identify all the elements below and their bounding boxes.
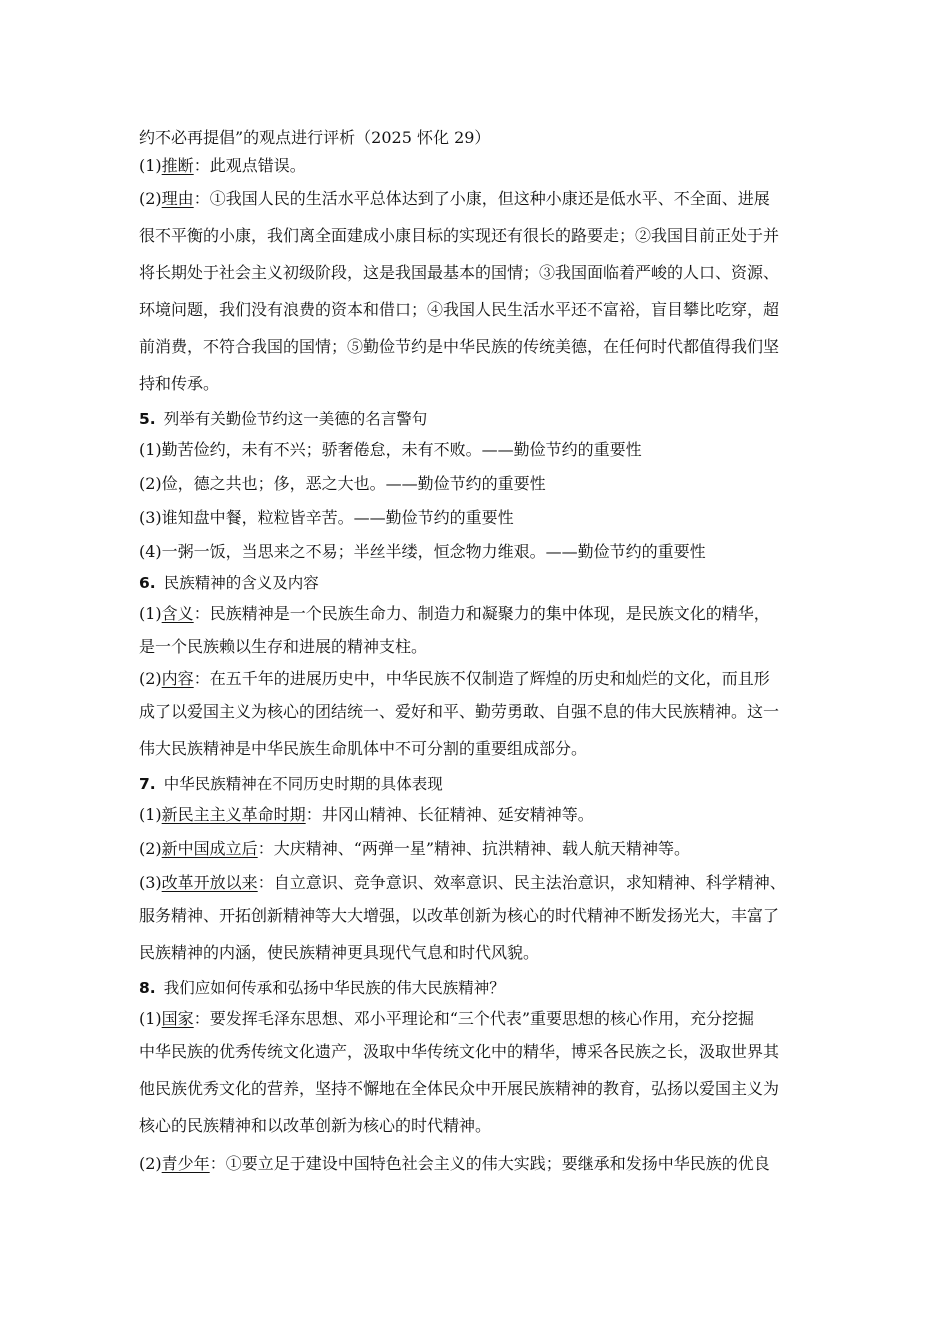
youth-item xyxy=(139,1150,819,1178)
section-number: 5. xyxy=(139,410,156,428)
section-number: 7. xyxy=(139,775,156,793)
period-text-line: ：自立意识、竞争意识、效率意识、民主法治意识，求知精神、科学精神、 xyxy=(257,873,786,892)
section-title: 中华民族精神在不同历史时期的具体表现 xyxy=(163,775,443,793)
item-number: (2) xyxy=(139,669,162,688)
meaning-label: 含义 xyxy=(161,604,194,623)
content-text-line: 伟大民族精神是中华民族生命肌体中不可分割的重要组成部分。 xyxy=(139,739,588,758)
section-number: 8. xyxy=(139,979,156,997)
period-item xyxy=(139,869,819,971)
country-text-line: 他民族优秀文化的营养，坚持不懈地在全体民众中开展民族精神的教育，弘扬以爱国主义为 xyxy=(139,1079,780,1098)
period-text-line: 民族精神的内涵，使民族精神更具现代气息和时代风貌。 xyxy=(139,943,540,962)
item-number: (2) xyxy=(139,189,162,208)
period-item xyxy=(139,801,819,829)
period-label: 改革开放以来 xyxy=(161,873,258,892)
section-heading-7 xyxy=(139,767,819,801)
section-heading-5 xyxy=(139,402,819,436)
reason-text-line: 很不平衡的小康，我们离全面建成小康目标的实现还有很长的路要走；②我国目前正处于并 xyxy=(139,226,780,245)
section-heading-8 xyxy=(139,971,819,1005)
section-title: 列举有关勤俭节约这一美德的名言警句 xyxy=(163,410,428,428)
country-label: 国家 xyxy=(161,1009,194,1028)
section-heading-6 xyxy=(139,566,819,600)
meaning-text-line: ：民族精神是一个民族生命力、制造力和凝聚力的集中体现，是民族文化的精华， xyxy=(193,604,770,623)
country-text-line: ：要发挥毛泽东思想、邓小平理论和“三个代表”重要思想的核心作用，充分挖掘 xyxy=(193,1009,755,1028)
reason-item xyxy=(139,180,819,402)
item-number: (2) xyxy=(139,1154,162,1173)
inference-text: ：此观点错误。 xyxy=(193,156,306,175)
reason-label: 理由 xyxy=(161,189,194,208)
reason-text-line: 环境问题，我们没有浪费的资本和借口；④我国人民生活水平还不富裕，盲目攀比吃穿，超 xyxy=(139,300,780,319)
country-item xyxy=(139,1005,819,1144)
item-number: (1) xyxy=(139,604,162,623)
item-number: (2) xyxy=(139,839,162,858)
reason-text-line: 将长期处于社会主义初级阶段，这是我国最基本的国情；③我国面临着严峻的人口、资源、 xyxy=(139,263,780,282)
country-text-line: 核心的民族精神和以改革创新为核心的时代精神。 xyxy=(139,1116,492,1135)
period-text: ：井冈山精神、长征精神、延安精神等。 xyxy=(305,805,594,824)
reason-text-line: 前消费，不符合我国的国情；⑤勤俭节约是中华民族的传统美德，在任何时代都值得我们坚 xyxy=(139,337,780,356)
item-number: (1) xyxy=(139,156,162,175)
item-number: (1) xyxy=(139,1009,162,1028)
youth-label: 青少年 xyxy=(161,1154,210,1173)
content-item xyxy=(139,665,819,767)
item-number: (1) xyxy=(139,805,162,824)
period-text-line: 服务精神、开拓创新精神等大大增强，以改革创新为核心的时代精神不断发扬光大，丰富了 xyxy=(139,906,780,925)
question-title-line: 约不必再提倡”的观点进行评析（2025 怀化 29） xyxy=(139,128,491,147)
content-text-line: 成了以爱国主义为核心的团结统一、爱好和平、勤劳勇敢、自强不息的伟大民族精神。这一 xyxy=(139,702,780,721)
quote-item: (2)俭，德之共也；侈，恶之大也。——勤俭节约的重要性 xyxy=(139,474,546,493)
inference-label: 推断 xyxy=(161,156,194,175)
meaning-text-line: 是一个民族赖以生存和进展的精神支柱。 xyxy=(139,637,428,656)
period-text: ：大庆精神、“两弹一星”精神、抗洪精神、载人航天精神等。 xyxy=(257,839,691,858)
inference-item xyxy=(139,152,819,180)
section-title: 民族精神的含义及内容 xyxy=(163,574,319,592)
content-text-line: ：在五千年的进展历史中，中华民族不仅制造了辉煌的历史和灿烂的文化，而且形 xyxy=(193,669,770,688)
content-label: 内容 xyxy=(161,669,194,688)
section-title: 我们应如何传承和弘扬中华民族的伟大民族精神？ xyxy=(163,979,505,997)
quote-item: (3)谁知盘中餐，粒粒皆辛苦。——勤俭节约的重要性 xyxy=(139,508,514,527)
section-number: 6. xyxy=(139,574,156,592)
period-label: 新民主主义革命时期 xyxy=(161,805,306,824)
reason-text-line: 持和传承。 xyxy=(139,374,220,393)
youth-text: ：①要立足于建设中国特色社会主义的伟大实践；要继承和发扬中华民族的优良 xyxy=(209,1154,770,1173)
country-text-line: 中华民族的优秀传统文化遗产，汲取中华传统文化中的精华，博采各民族之长，汲取世界其 xyxy=(139,1042,780,1061)
period-label: 新中国成立后 xyxy=(161,839,258,858)
quote-item: (4)一粥一饭，当思来之不易；半丝半缕，恒念物力维艰。——勤俭节约的重要性 xyxy=(139,542,706,561)
reason-text-line: ：①我国人民的生活水平总体达到了小康，但这种小康还是低水平、不全面、进展 xyxy=(193,189,770,208)
quote-item: (1)勤苦俭约，未有不兴；骄奢倦怠，未有不败。——勤俭节约的重要性 xyxy=(139,440,642,459)
document-content xyxy=(139,124,819,1178)
item-number: (3) xyxy=(139,873,162,892)
meaning-item xyxy=(139,600,819,665)
period-item xyxy=(139,835,819,863)
